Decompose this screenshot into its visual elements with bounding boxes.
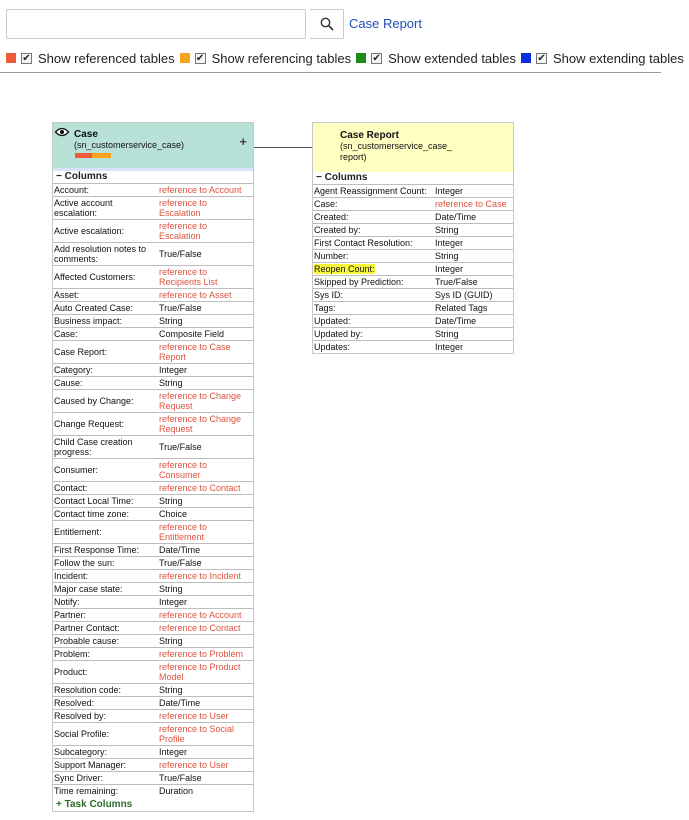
column-type: True/False bbox=[159, 243, 253, 266]
column-type: Integer bbox=[435, 263, 513, 276]
column-name: Resolved: bbox=[54, 698, 95, 708]
column-name-cell bbox=[313, 211, 435, 224]
column-reference-link[interactable]: reference to Contact bbox=[159, 482, 253, 495]
column-name-cell bbox=[53, 482, 159, 495]
column-name: Change Request: bbox=[54, 419, 125, 429]
column-name-cell bbox=[53, 622, 159, 635]
column-row[interactable] bbox=[53, 364, 253, 377]
column-name-cell bbox=[53, 635, 159, 648]
column-name-cell bbox=[53, 341, 159, 364]
column-name-cell bbox=[53, 710, 159, 723]
column-row[interactable] bbox=[53, 377, 253, 390]
column-name-cell bbox=[313, 315, 435, 328]
column-name: Updates: bbox=[314, 342, 351, 352]
column-name-cell bbox=[53, 315, 159, 328]
column-type: Sys ID (GUID) bbox=[435, 289, 513, 302]
column-name: Consumer: bbox=[54, 465, 99, 475]
column-row[interactable] bbox=[313, 289, 513, 302]
columns-label: Columns bbox=[324, 172, 368, 183]
legend-color-swatch bbox=[180, 53, 190, 63]
column-type: Integer bbox=[435, 237, 513, 250]
legend-color-swatch bbox=[521, 53, 531, 63]
column-name: Asset: bbox=[54, 290, 80, 300]
column-row[interactable] bbox=[313, 341, 513, 354]
referencing-color-swatch bbox=[92, 153, 111, 158]
column-row[interactable] bbox=[53, 328, 253, 341]
legend-bar bbox=[6, 49, 689, 67]
column-name: Contact Local Time: bbox=[54, 496, 134, 506]
column-name-cell bbox=[53, 596, 159, 609]
column-type: True/False bbox=[159, 436, 253, 459]
column-row[interactable] bbox=[53, 197, 253, 220]
toolbar bbox=[0, 0, 684, 72]
column-reference-link[interactable]: reference to Consumer bbox=[159, 459, 253, 482]
column-row[interactable] bbox=[53, 495, 253, 508]
legend-label: Show referencing tables bbox=[211, 50, 352, 66]
column-name: Category: bbox=[54, 365, 94, 375]
column-type: String bbox=[435, 328, 513, 341]
column-row[interactable] bbox=[53, 266, 253, 289]
column-type: Date/Time bbox=[159, 544, 253, 557]
divider bbox=[0, 72, 661, 73]
column-name: Problem: bbox=[54, 649, 91, 659]
legend-label: Show extending tables bbox=[553, 50, 684, 66]
column-row[interactable] bbox=[313, 263, 513, 276]
search-input[interactable] bbox=[7, 10, 307, 38]
column-row[interactable] bbox=[53, 710, 253, 723]
column-name-cell bbox=[53, 772, 159, 785]
column-name: Social Profile: bbox=[54, 729, 110, 739]
column-name-cell bbox=[313, 302, 435, 315]
column-type: True/False bbox=[159, 302, 253, 315]
column-name-cell bbox=[53, 377, 159, 390]
legend-checkbox[interactable]: ✔ bbox=[537, 52, 546, 64]
columns-table bbox=[313, 184, 513, 353]
column-name-cell bbox=[53, 364, 159, 377]
column-row[interactable] bbox=[313, 198, 513, 211]
column-name-cell bbox=[53, 544, 159, 557]
search-button[interactable] bbox=[310, 9, 344, 39]
column-row[interactable] bbox=[313, 237, 513, 250]
page-title-link[interactable]: Case Report bbox=[349, 16, 422, 31]
column-name: Incident: bbox=[54, 571, 89, 581]
column-type: Integer bbox=[159, 596, 253, 609]
column-name: Agent Reassignment Count: bbox=[314, 186, 427, 196]
column-reference-link[interactable]: reference to User bbox=[159, 759, 253, 772]
column-type: Integer bbox=[435, 341, 513, 354]
legend-checkbox[interactable]: ✔ bbox=[22, 52, 31, 64]
column-name: Case Report: bbox=[54, 347, 108, 357]
column-row[interactable] bbox=[53, 302, 253, 315]
column-reference-link[interactable]: reference to Entitlement bbox=[159, 521, 253, 544]
column-reference-link[interactable]: reference to Problem bbox=[159, 648, 253, 661]
column-reference-link[interactable]: reference to Case bbox=[435, 198, 513, 211]
column-row[interactable] bbox=[53, 622, 253, 635]
column-name: Reopen Count: bbox=[314, 264, 375, 274]
table-color-bar bbox=[75, 153, 111, 158]
referenced-color-swatch bbox=[75, 153, 92, 158]
add-icon[interactable]: + bbox=[239, 134, 247, 149]
column-name: Created by: bbox=[314, 225, 361, 235]
columns-label: Columns bbox=[64, 171, 108, 182]
column-row[interactable] bbox=[313, 302, 513, 315]
relationship-connector bbox=[254, 147, 313, 148]
column-name: Product: bbox=[54, 667, 88, 677]
column-name: Cause: bbox=[54, 378, 83, 388]
column-type: Composite Field bbox=[159, 328, 253, 341]
column-name: Active account escalation: bbox=[54, 198, 113, 218]
table-card-case[interactable] bbox=[52, 122, 254, 812]
column-reference-link[interactable]: reference to Escalation bbox=[159, 220, 253, 243]
column-row[interactable] bbox=[53, 661, 253, 684]
column-name-cell bbox=[53, 661, 159, 684]
column-name: Child Case creation progress: bbox=[54, 437, 133, 457]
column-type: True/False bbox=[435, 276, 513, 289]
column-row[interactable] bbox=[53, 772, 253, 785]
column-name-cell bbox=[53, 459, 159, 482]
column-row[interactable] bbox=[53, 390, 253, 413]
column-reference-link[interactable]: reference to Account bbox=[159, 184, 253, 197]
column-name-cell bbox=[53, 723, 159, 746]
column-name-cell bbox=[313, 263, 435, 276]
column-name: Case: bbox=[314, 199, 338, 209]
eye-icon[interactable] bbox=[55, 127, 69, 137]
column-name-cell bbox=[313, 289, 435, 302]
column-type: String bbox=[159, 377, 253, 390]
column-row[interactable] bbox=[53, 243, 253, 266]
table-card-case-report[interactable] bbox=[312, 122, 514, 354]
column-name: Probable cause: bbox=[54, 636, 120, 646]
column-name-cell bbox=[53, 197, 159, 220]
column-name-cell bbox=[53, 220, 159, 243]
column-row[interactable] bbox=[313, 276, 513, 289]
column-name-cell bbox=[53, 697, 159, 710]
column-name: Active escalation: bbox=[54, 226, 125, 236]
column-name-cell bbox=[53, 413, 159, 436]
table-card-header bbox=[53, 123, 253, 171]
column-type: String bbox=[159, 315, 253, 328]
columns-section-header[interactable] bbox=[53, 171, 253, 183]
column-row[interactable] bbox=[53, 648, 253, 661]
column-reference-link[interactable]: reference to Change Request bbox=[159, 390, 253, 413]
column-type: Integer bbox=[159, 746, 253, 759]
search-box[interactable] bbox=[6, 9, 306, 39]
column-name: Business impact: bbox=[54, 316, 123, 326]
column-row[interactable] bbox=[313, 185, 513, 198]
column-row[interactable] bbox=[53, 544, 253, 557]
column-row[interactable] bbox=[53, 785, 253, 798]
column-row[interactable] bbox=[313, 328, 513, 341]
column-type: Date/Time bbox=[435, 315, 513, 328]
column-name-cell bbox=[313, 250, 435, 263]
table-card-header bbox=[313, 123, 513, 172]
column-type: Duration bbox=[159, 785, 253, 798]
column-row[interactable] bbox=[53, 609, 253, 622]
column-name-cell bbox=[53, 521, 159, 544]
column-name: First Response Time: bbox=[54, 545, 140, 555]
column-name: Number: bbox=[314, 251, 349, 261]
column-name-cell bbox=[53, 609, 159, 622]
collapse-icon[interactable]: − bbox=[56, 171, 62, 182]
task-columns-toggle[interactable] bbox=[53, 797, 253, 811]
column-row[interactable] bbox=[53, 596, 253, 609]
column-type: String bbox=[159, 684, 253, 697]
column-row[interactable] bbox=[313, 315, 513, 328]
column-name: Resolution code: bbox=[54, 685, 122, 695]
column-reference-link[interactable]: reference to Asset bbox=[159, 289, 253, 302]
column-name-cell bbox=[53, 785, 159, 798]
column-type: String bbox=[435, 224, 513, 237]
column-row[interactable] bbox=[53, 482, 253, 495]
column-reference-link[interactable]: reference to Recipients List bbox=[159, 266, 253, 289]
column-row[interactable] bbox=[53, 341, 253, 364]
column-name: Account: bbox=[54, 185, 90, 195]
column-name-cell bbox=[313, 341, 435, 354]
column-reference-link[interactable]: reference to Change Request bbox=[159, 413, 253, 436]
column-type: String bbox=[435, 250, 513, 263]
column-reference-link[interactable]: reference to Product Model bbox=[159, 661, 253, 684]
column-row[interactable] bbox=[53, 459, 253, 482]
legend-checkbox[interactable]: ✔ bbox=[195, 52, 205, 64]
column-type: Integer bbox=[435, 185, 513, 198]
column-name: Follow the sun: bbox=[54, 558, 115, 568]
column-name: Updated: bbox=[314, 316, 351, 326]
legend-label: Show extended tables bbox=[388, 50, 517, 66]
column-name: Partner Contact: bbox=[54, 623, 120, 633]
column-name: Sys ID: bbox=[314, 290, 344, 300]
column-row[interactable] bbox=[53, 570, 253, 583]
column-name: First Contact Resolution: bbox=[314, 238, 413, 248]
column-name: Notify: bbox=[54, 597, 80, 607]
column-type: Integer bbox=[159, 364, 253, 377]
column-name-cell bbox=[53, 759, 159, 772]
task-columns-label: Task Columns bbox=[64, 799, 133, 810]
column-name-cell bbox=[53, 557, 159, 570]
column-row[interactable] bbox=[53, 746, 253, 759]
column-type: True/False bbox=[159, 557, 253, 570]
column-name-cell bbox=[53, 570, 159, 583]
header-accent-line bbox=[53, 168, 253, 171]
column-type: Related Tags bbox=[435, 302, 513, 315]
column-row[interactable] bbox=[53, 723, 253, 746]
column-reference-link[interactable]: reference to Escalation bbox=[159, 197, 253, 220]
search-icon bbox=[320, 17, 334, 31]
column-name: Contact: bbox=[54, 483, 88, 493]
column-name-cell bbox=[53, 243, 159, 266]
column-name: Contact time zone: bbox=[54, 509, 130, 519]
column-name-cell bbox=[313, 237, 435, 250]
legend-checkbox[interactable]: ✔ bbox=[372, 52, 381, 64]
column-row[interactable] bbox=[53, 583, 253, 596]
column-row[interactable] bbox=[53, 220, 253, 243]
columns-table bbox=[53, 183, 253, 797]
column-name-cell bbox=[53, 495, 159, 508]
column-name: Caused by Change: bbox=[54, 396, 134, 406]
column-name-cell bbox=[313, 276, 435, 289]
column-reference-link[interactable]: reference to Incident bbox=[159, 570, 253, 583]
column-name-cell bbox=[53, 508, 159, 521]
column-name: Created: bbox=[314, 212, 349, 222]
column-name-cell bbox=[53, 390, 159, 413]
columns-section-header[interactable] bbox=[313, 172, 513, 184]
table-title: Case bbox=[74, 129, 98, 140]
column-name-cell bbox=[313, 185, 435, 198]
column-name-cell bbox=[53, 684, 159, 697]
column-name: Partner: bbox=[54, 610, 87, 620]
column-row[interactable] bbox=[53, 508, 253, 521]
column-reference-link[interactable]: reference to Account bbox=[159, 609, 253, 622]
column-name: Support Manager: bbox=[54, 760, 127, 770]
column-reference-link[interactable]: reference to Social Profile bbox=[159, 723, 253, 746]
column-type: String bbox=[159, 583, 253, 596]
column-row[interactable] bbox=[53, 635, 253, 648]
column-row[interactable] bbox=[53, 557, 253, 570]
column-name-cell bbox=[53, 302, 159, 315]
table-name: (sn_customerservice_case_ report) bbox=[340, 141, 453, 162]
column-name: Subcategory: bbox=[54, 747, 108, 757]
column-row[interactable] bbox=[313, 224, 513, 237]
column-type: String bbox=[159, 635, 253, 648]
column-name-cell bbox=[313, 224, 435, 237]
column-name-cell bbox=[313, 328, 435, 341]
column-name-cell bbox=[53, 289, 159, 302]
column-row[interactable] bbox=[313, 211, 513, 224]
column-row[interactable] bbox=[53, 413, 253, 436]
column-type: String bbox=[159, 495, 253, 508]
column-name-cell bbox=[313, 198, 435, 211]
column-name: Sync Driver: bbox=[54, 773, 104, 783]
column-name: Resolved by: bbox=[54, 711, 107, 721]
column-type: Date/Time bbox=[159, 697, 253, 710]
expand-icon[interactable]: + bbox=[56, 799, 62, 810]
column-row[interactable] bbox=[53, 436, 253, 459]
column-type: Choice bbox=[159, 508, 253, 521]
column-name: Major case state: bbox=[54, 584, 123, 594]
column-name: Updated by: bbox=[314, 329, 363, 339]
column-reference-link[interactable]: reference to Contact bbox=[159, 622, 253, 635]
column-name-cell bbox=[53, 266, 159, 289]
table-title: Case Report bbox=[340, 130, 399, 141]
column-row[interactable] bbox=[313, 250, 513, 263]
column-name: Time remaining: bbox=[54, 786, 119, 796]
table-name: (sn_customerservice_case) bbox=[74, 140, 185, 150]
column-name: Affected Customers: bbox=[54, 272, 136, 282]
column-row[interactable] bbox=[53, 697, 253, 710]
column-name-cell bbox=[53, 648, 159, 661]
column-name-cell bbox=[53, 583, 159, 596]
column-row[interactable] bbox=[53, 184, 253, 197]
column-reference-link[interactable]: reference to Case Report bbox=[159, 341, 253, 364]
column-name: Entitlement: bbox=[54, 527, 102, 537]
column-name: Auto Created Case: bbox=[54, 303, 134, 313]
column-name-cell bbox=[53, 184, 159, 197]
column-row[interactable] bbox=[53, 315, 253, 328]
column-row[interactable] bbox=[53, 759, 253, 772]
column-name: Tags: bbox=[314, 303, 336, 313]
column-name: Case: bbox=[54, 329, 78, 339]
column-name: Add resolution notes to comments: bbox=[54, 244, 147, 264]
legend-color-swatch bbox=[6, 53, 16, 63]
column-type: True/False bbox=[159, 772, 253, 785]
column-type: Date/Time bbox=[435, 211, 513, 224]
column-reference-link[interactable]: reference to User bbox=[159, 710, 253, 723]
column-row[interactable] bbox=[53, 521, 253, 544]
column-name: Skipped by Prediction: bbox=[314, 277, 404, 287]
column-name-cell bbox=[53, 746, 159, 759]
column-name-cell bbox=[53, 328, 159, 341]
legend-label: Show referenced tables bbox=[38, 50, 175, 66]
column-row[interactable] bbox=[53, 684, 253, 697]
legend-color-swatch bbox=[356, 53, 366, 63]
column-name-cell bbox=[53, 436, 159, 459]
column-row[interactable] bbox=[53, 289, 253, 302]
collapse-icon[interactable]: − bbox=[316, 172, 322, 183]
